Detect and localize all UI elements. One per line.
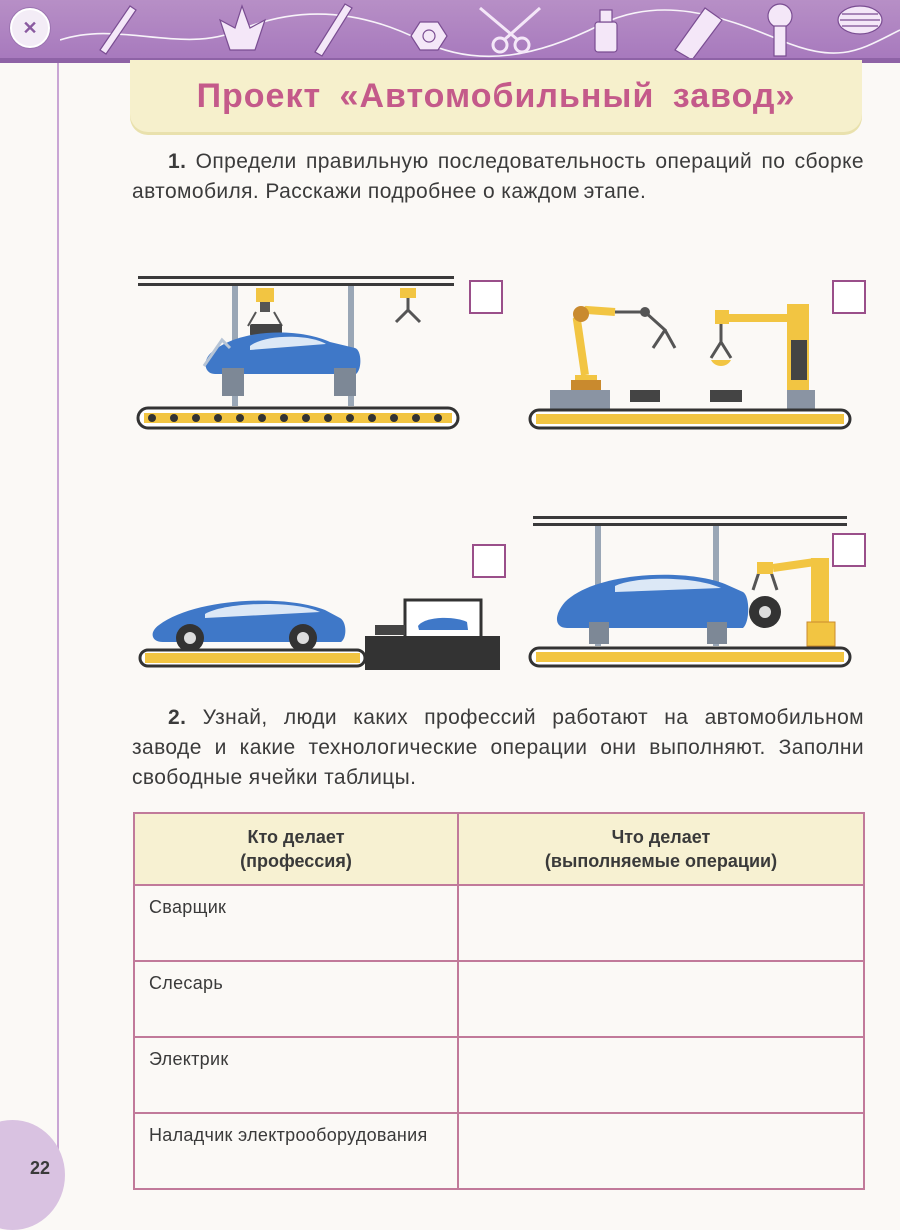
pencil-icon: [100, 6, 136, 54]
order-checkbox-4[interactable]: [832, 533, 866, 567]
table-row: [134, 885, 864, 961]
assembly-scene-engine: [130, 270, 460, 435]
assembly-scene-testing: [135, 580, 505, 675]
col-header-operations-line1: Что делает: [611, 827, 711, 847]
close-button[interactable]: [10, 8, 50, 48]
professions-table: [133, 812, 865, 1190]
page-title: Проект «Автомобильный завод»: [196, 76, 796, 115]
comb-icon: [675, 8, 722, 58]
scissors-icon: [480, 8, 540, 52]
screw-icon: [768, 4, 792, 56]
assembly-scene-robots: [525, 290, 855, 435]
page-number: 22: [30, 1158, 51, 1178]
operations-cell[interactable]: [458, 1113, 864, 1189]
profession-cell: Наладчик электрооборудования: [134, 1113, 458, 1189]
operations-cell[interactable]: [458, 961, 864, 1037]
thread-icon: [838, 6, 882, 34]
order-checkbox-3[interactable]: [472, 544, 506, 578]
task-2: [132, 703, 864, 793]
col-header-profession-line1: Кто делает: [247, 827, 345, 847]
task-1-number: 1.: [168, 150, 187, 173]
assembly-scene-wheels: [525, 512, 855, 672]
margin-line: [57, 63, 59, 1200]
leaf-icon: [220, 6, 265, 50]
header-decorations: [60, 0, 900, 58]
task-1: [132, 147, 864, 207]
profession-cell: Сварщик: [134, 885, 458, 961]
col-header-operations-line2: (выполняемые операции): [544, 851, 778, 871]
glue-icon: [595, 10, 617, 52]
col-header-profession: [134, 813, 458, 885]
operations-cell[interactable]: [458, 885, 864, 961]
title-banner: [130, 60, 862, 132]
task-2-text: Узнай, люди каких профессий работают на автомобильном заводе и какие технологические операции они выполняют. Заполни свободные ячейки таблицы.: [132, 706, 864, 789]
table-row: [134, 1037, 864, 1113]
profession-cell: Электрик: [134, 1037, 458, 1113]
table-row: [134, 961, 864, 1037]
order-checkbox-1[interactable]: [469, 280, 503, 314]
col-header-profession-line2: (профессия): [240, 851, 352, 871]
profession-cell: Слесарь: [134, 961, 458, 1037]
pencil-icon: [315, 4, 352, 56]
col-header-operations: [458, 813, 864, 885]
nut-icon: [411, 22, 447, 50]
order-checkbox-2[interactable]: [832, 280, 866, 314]
operations-cell[interactable]: [458, 1037, 864, 1113]
close-icon: ✕: [22, 17, 38, 38]
table-row: [134, 1113, 864, 1189]
task-2-number: 2.: [168, 706, 187, 729]
task-1-text: Определи правильную последовательность операций по сборке автомобиля. Расскажи подробнее о каждом этапе.: [132, 150, 864, 203]
